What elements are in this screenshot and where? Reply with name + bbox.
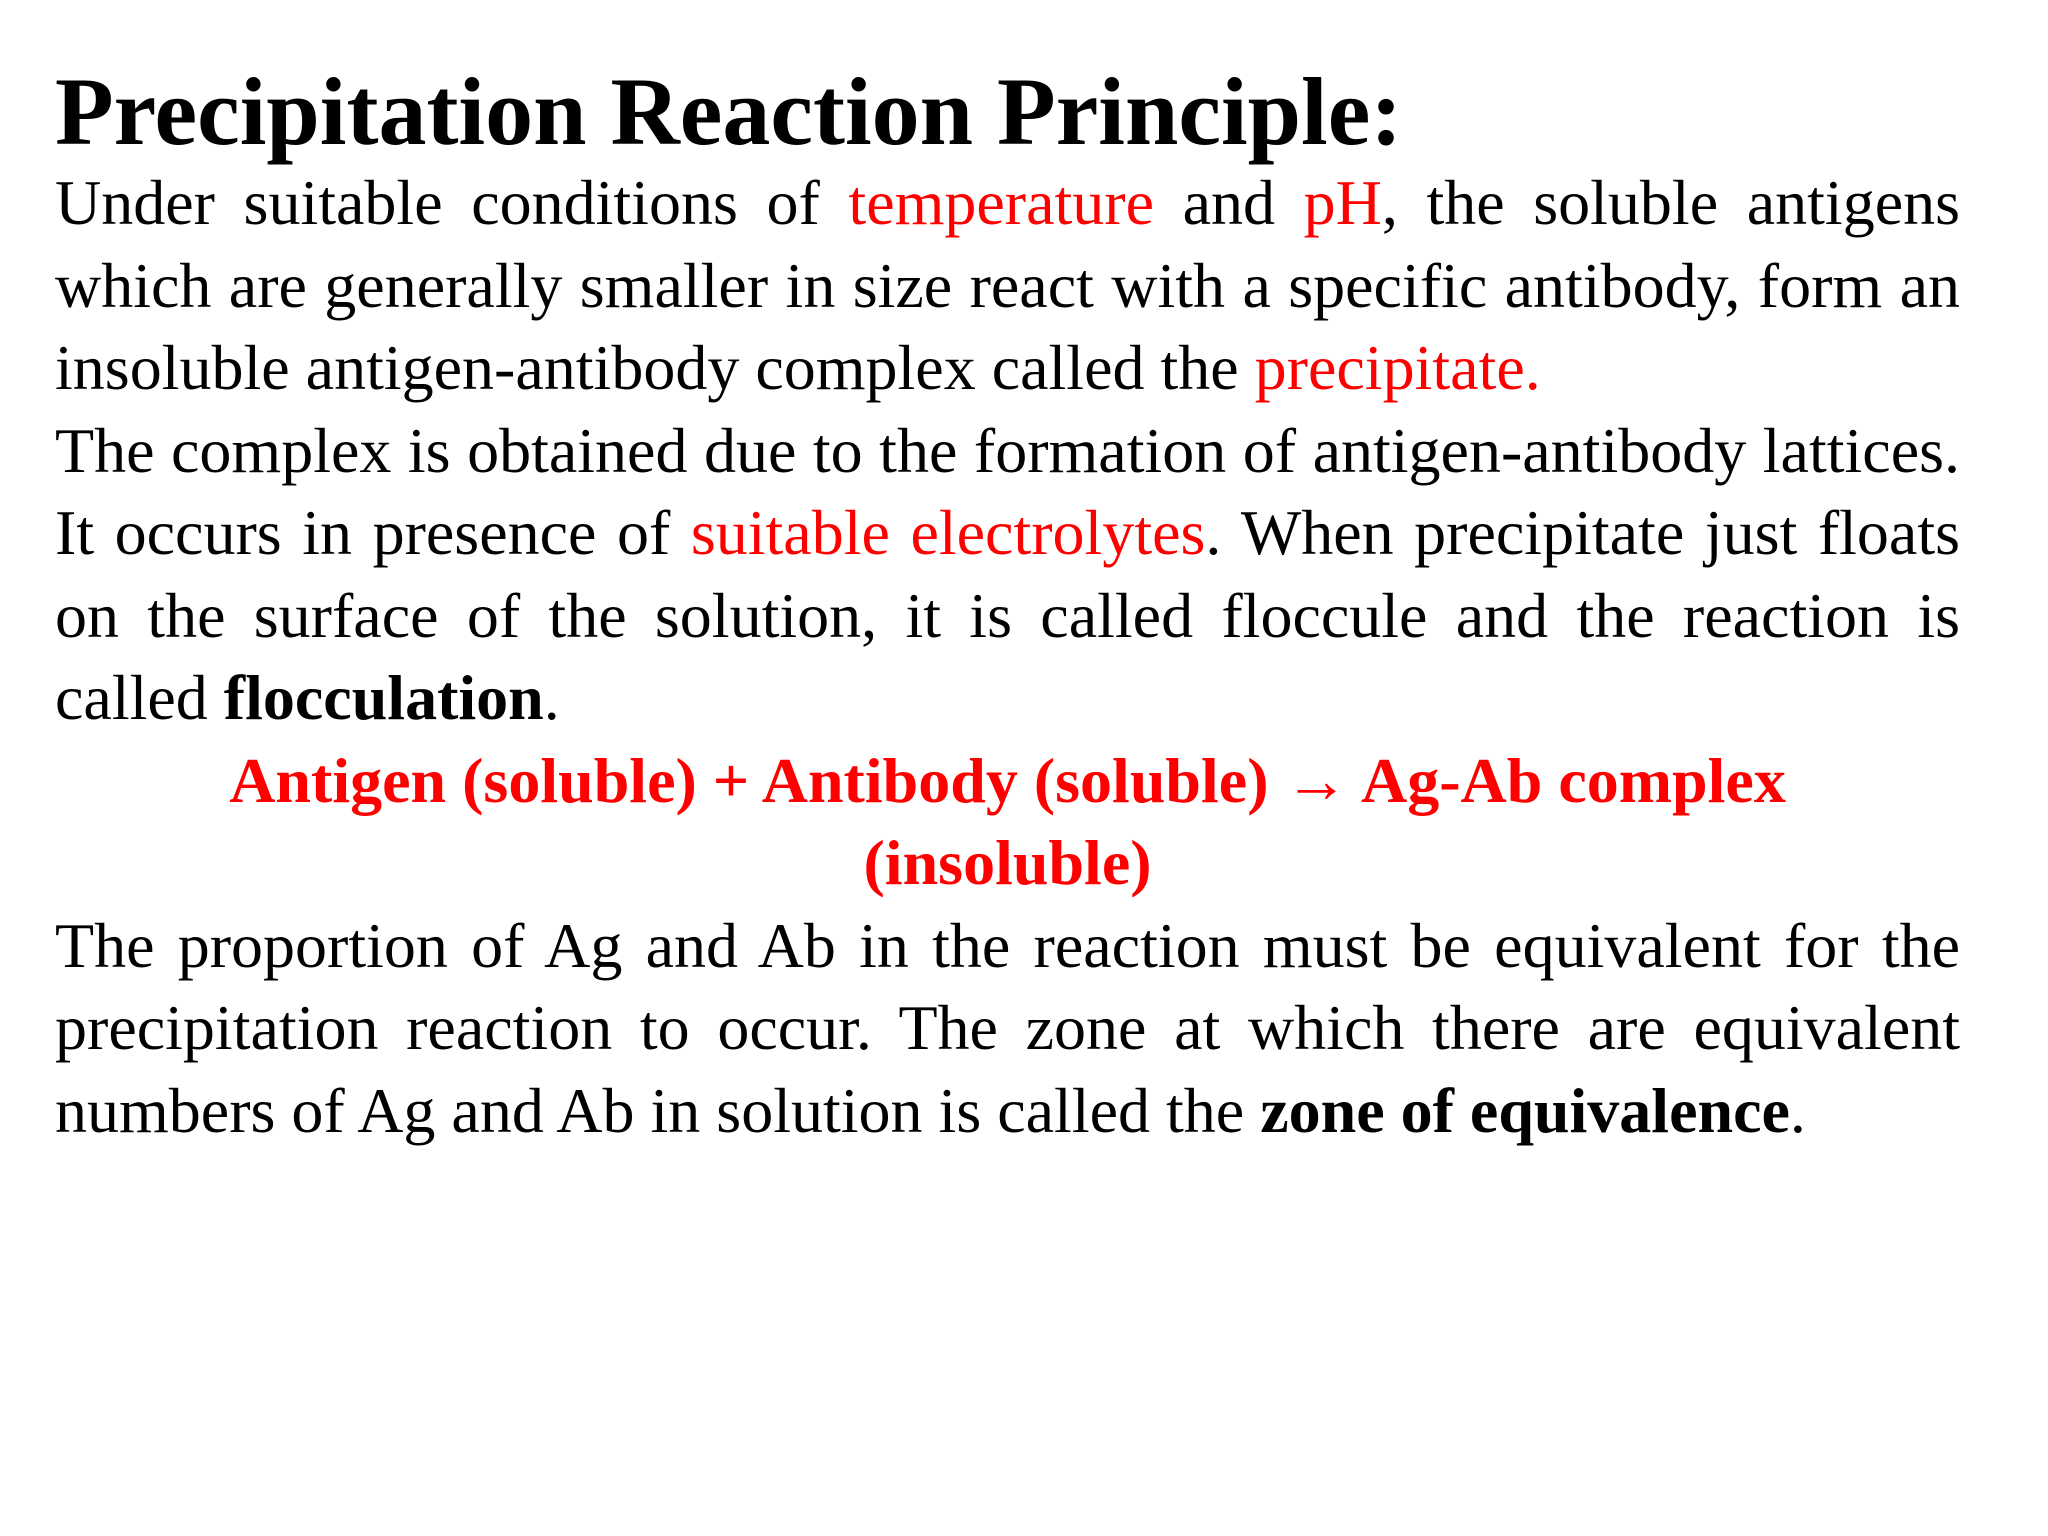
para2-text-1: The complex is obtained due to the formation of antigen-antibody lattices. It occurs in presence of	[55, 414, 1960, 568]
slide-content	[55, 58, 1961, 1152]
para1-text-2: and	[1154, 167, 1304, 238]
highlight-temperature: temperature	[848, 167, 1154, 238]
equation-line-1: Antigen (soluble) + Antibody (soluble) → Ag-Ab complex	[229, 744, 1786, 816]
slide-title: Precipitation Reaction Principle:	[55, 58, 1403, 165]
para2-text-3: .	[543, 662, 560, 733]
para1-text-3: , the soluble antigens which are generally smaller in size react with a specific antibody, form an insoluble antigen-antibody complex called the	[55, 167, 1961, 403]
highlight-ph: pH	[1303, 167, 1382, 238]
term-zone-of-equivalence: zone of equivalence	[1260, 1074, 1790, 1146]
equation-line-2: (insoluble)	[863, 827, 1152, 898]
reaction-equation	[55, 740, 1960, 905]
paragraph-zone-of-equivalence	[55, 905, 1960, 1153]
para3-text-2: .	[1789, 1074, 1806, 1146]
paragraph-precipitation-conditions	[55, 162, 1960, 410]
para1-text-1: Under suitable conditions of	[55, 167, 849, 238]
para3-text-1: The proportion of Ag and Ab in the reaction must be equivalent for the precipitation reaction to occur. The zone at which there are equivalent numbers of Ag and Ab in solution is called the	[55, 909, 1960, 1146]
paragraph-lattice-formation	[55, 410, 1960, 740]
highlight-precipitate: precipitate.	[1254, 332, 1541, 403]
highlight-suitable-electrolytes: suitable electrolytes	[690, 497, 1206, 568]
term-flocculation: flocculation	[223, 662, 544, 733]
para2-text-2: . When precipitate just floats on the surface of the solution, it is called floccule and the reaction is called	[55, 497, 1961, 733]
